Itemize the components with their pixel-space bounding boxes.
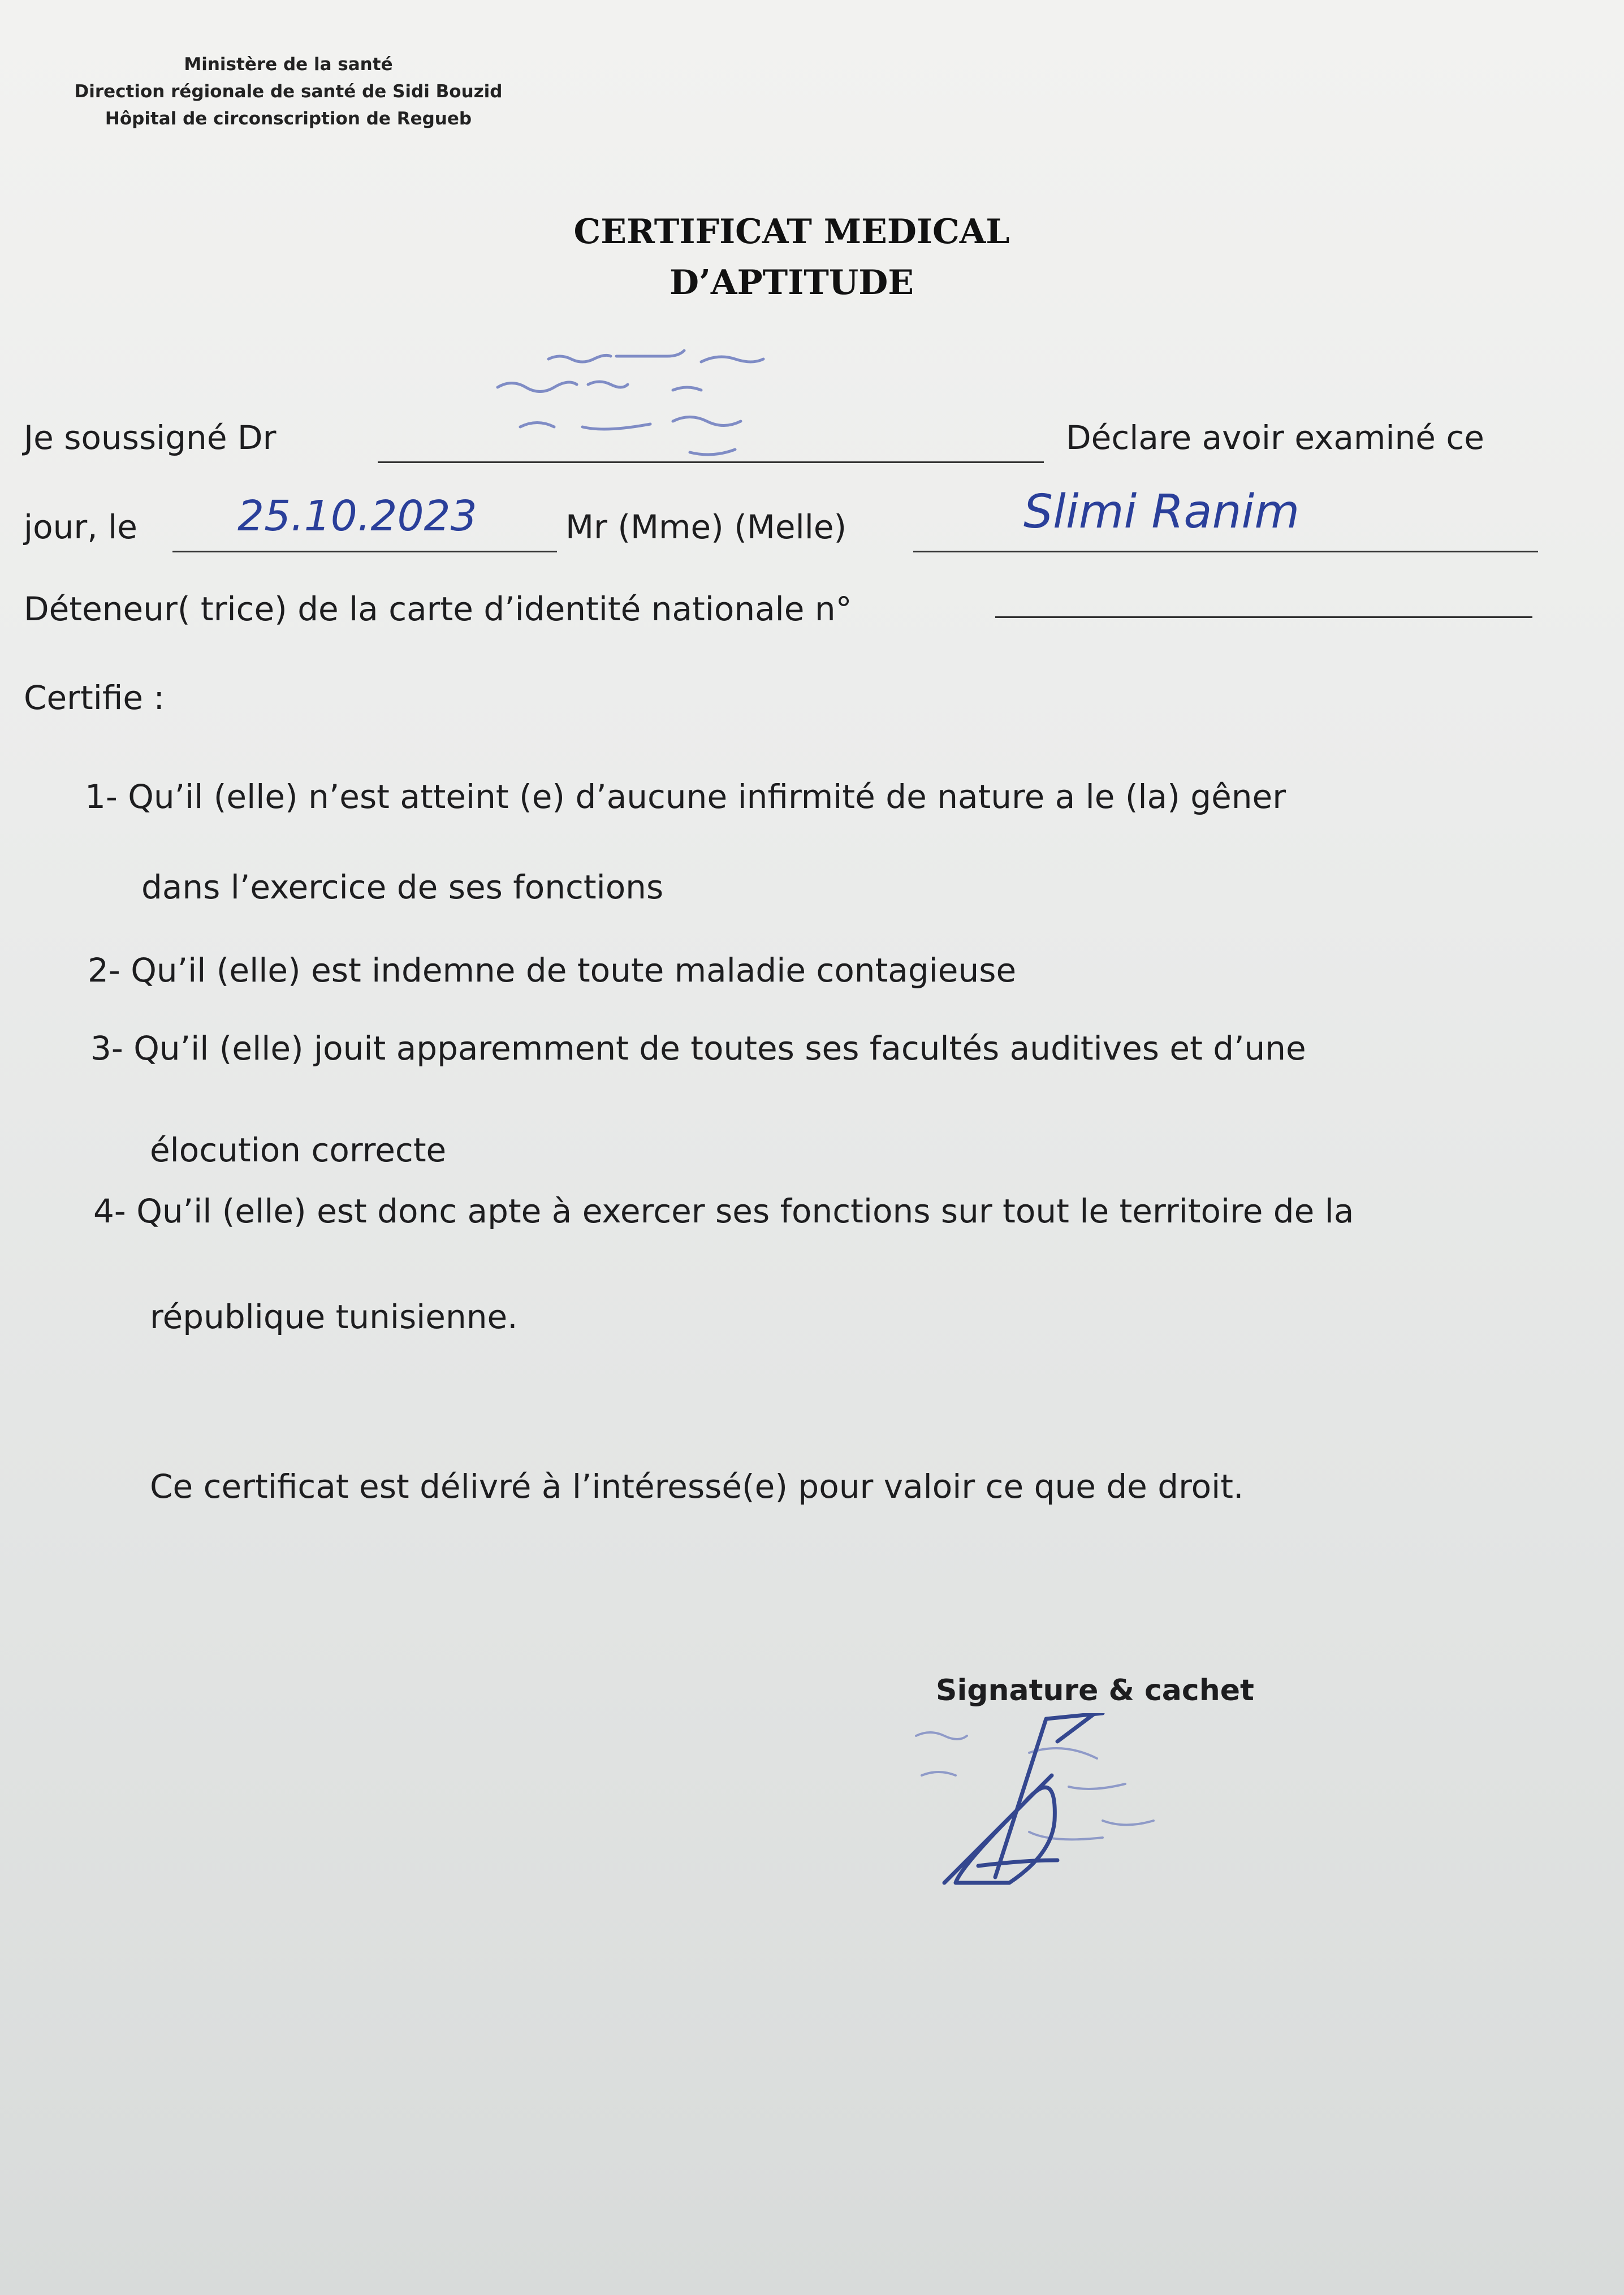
- declare-label: Déclare avoir examiné ce: [1066, 418, 1484, 457]
- cin-field[interactable]: [995, 616, 1532, 618]
- soussigne-label: Je soussigné Dr: [24, 418, 277, 457]
- item-1-line-1: 1- Qu’il (elle) n’est atteint (e) d’aucune infirmité de nature a le (la) gêner: [85, 777, 1286, 816]
- closing-statement: Ce certificat est délivré à l’intéressé(e) pour valoir ce que de droit.: [150, 1467, 1244, 1506]
- signature-and-stamp: [899, 1713, 1238, 1917]
- item-2-line-1: 2- Qu’il (elle) est indemne de toute maladie contagieuse: [88, 951, 1017, 989]
- item-3-line-1: 3- Qu’il (elle) jouit apparemment de toutes ses facultés auditives et d’une: [90, 1029, 1306, 1067]
- document-title: [396, 206, 1187, 308]
- item-4-line-1: 4- Qu’il (elle) est donc apte à exercer ses fonctions sur tout le territoire de la: [93, 1192, 1354, 1230]
- doctor-stamp: [486, 345, 803, 486]
- signature-label: Signature & cachet: [936, 1674, 1254, 1708]
- certifie-label: Certifie :: [24, 678, 165, 717]
- doctor-name-field[interactable]: [378, 461, 1044, 463]
- jour-label: jour, le: [24, 508, 137, 546]
- patient-name-field[interactable]: [913, 551, 1538, 552]
- item-4-line-2: république tunisienne.: [150, 1298, 518, 1336]
- title-line-1: CERTIFICAT MEDICAL: [573, 212, 1010, 252]
- direction-line: Direction régionale de santé de Sidi Bouzid: [74, 81, 503, 102]
- item-1-line-2: dans l’exercice de ses fonctions: [141, 868, 664, 906]
- hospital-line: Hôpital de circonscription de Regueb: [105, 109, 472, 129]
- cin-label: Déteneur( trice) de la carte d’identité nationale n°: [24, 590, 852, 628]
- date-field[interactable]: [172, 551, 557, 552]
- patient-name-value: Slimi Ranim: [1023, 485, 1300, 539]
- letterhead: [34, 51, 543, 132]
- ministry-line: Ministère de la santé: [184, 54, 393, 75]
- item-3-line-2: élocution correcte: [150, 1131, 447, 1169]
- mr-label: Mr (Mme) (Melle): [565, 508, 847, 546]
- title-line-2: D’APTITUDE: [669, 263, 914, 302]
- date-value: 25.10.2023: [237, 492, 477, 541]
